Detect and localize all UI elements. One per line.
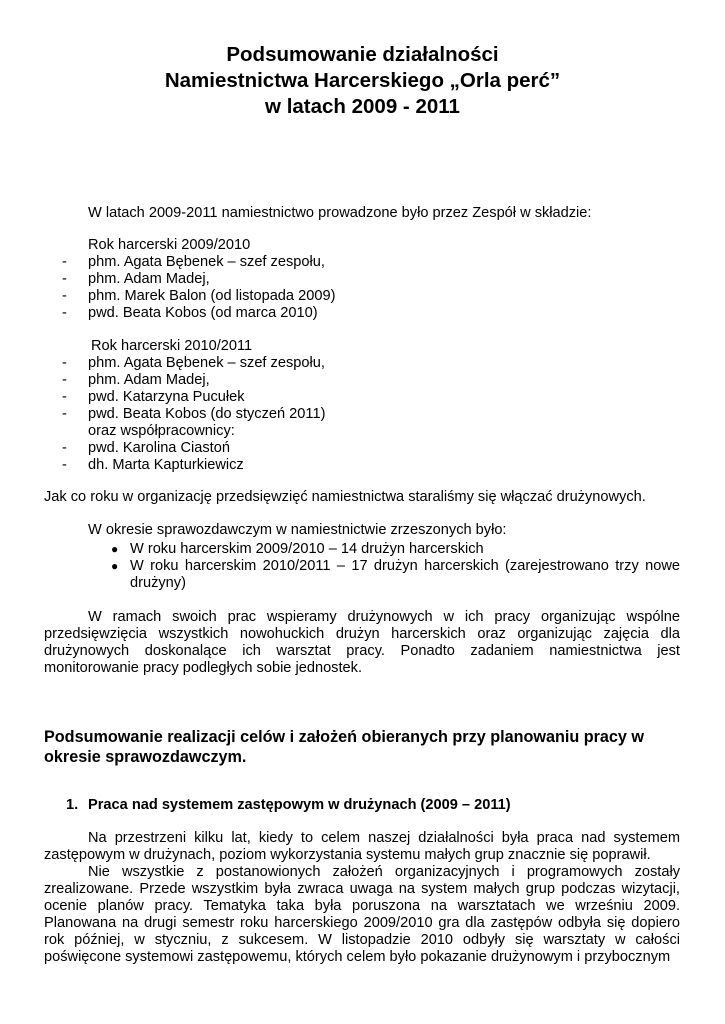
year1-member: phm. Adam Madej, <box>88 271 210 287</box>
list-dash: - <box>62 406 67 422</box>
bullet-item: W roku harcerskim 2010/2011 – 17 drużyn harcerskich (zarejestrowano trzy nowe drużyny) <box>130 558 680 591</box>
intro-text: W latach 2009-2011 namiestnictwo prowadzone było przez Zespół w składzie: <box>88 205 592 221</box>
bullet-item: W roku harcerskim 2009/2010 – 14 drużyn harcerskich <box>130 541 484 557</box>
list-dash: - <box>62 305 67 321</box>
list-dash: - <box>62 389 67 405</box>
section-heading: Podsumowanie realizacji celów i założeń obieranych przy planowaniu pracy w okresie sprawozdawczym. <box>44 728 645 766</box>
list-dash: - <box>62 440 67 456</box>
title-line-1: Podsumowanie działalności <box>226 43 499 66</box>
list-dash: - <box>62 457 67 473</box>
collaborator: dh. Marta Kapturkiewicz <box>88 457 244 473</box>
year1-member: phm. Marek Balon (od listopada 2009) <box>88 288 336 304</box>
year2-heading: Rok harcerski 2010/2011 <box>91 338 253 354</box>
list-dash: - <box>62 355 67 371</box>
subsection-heading <box>66 797 511 814</box>
year2-member: pwd. Beata Kobos (do styczeń 2011) <box>88 406 326 422</box>
bullet-dot: ● <box>111 559 119 573</box>
paragraph-a: Na przestrzeni kilku lat, kiedy to celem naszej działalności była praca nad systemem zastępowym w drużynach, poziom wykorzystania systemu małych grup znacznie się poprawił. <box>44 830 680 863</box>
year1-member: phm. Agata Bębenek – szef zespołu, <box>88 254 325 270</box>
paragraph-b: Nie wszystkie z postanowionych założeń organizacyjnych i programowych zostały zrealizowane. Przede wszystkim była zwraca uwaga na system małych grup podczas wizytacji, ocenie planów pracy. Tematyka taka była poruszona na warsztatach we wrześniu 2009. Planowana na drugi semestr roku harcerskiego 2009/2010 gra dla zastępów odbyła się dopiero rok później, w styczniu, z sukcesem. W listopadzie 2010 odbyły się warsztaty w całości poświęcone systemowi zastępowemu, których celem było pokazanie drużynowym i przybocznym <box>44 864 680 965</box>
title-line-3: w latach 2009 - 2011 <box>265 95 460 118</box>
title-line-2: Namiestnictwa Harcerskiego „Orla perć” <box>164 69 561 92</box>
organization-note: Jak co roku w organizację przedsięwzięć namiestnictwa staraliśmy się włączać drużynowych. <box>44 489 646 505</box>
collaborator: pwd. Karolina Ciastoń <box>88 440 230 456</box>
bullet-dot: ● <box>111 542 119 556</box>
year2-member: phm. Adam Madej, <box>88 372 210 388</box>
systems-paragraphs <box>44 830 680 966</box>
list-dash: - <box>62 254 67 270</box>
collaborators-label: oraz współpracownicy: <box>88 423 235 439</box>
year2-member: pwd. Katarzyna Pucułek <box>88 389 245 405</box>
support-paragraph-text: W ramach swoich prac wspieramy drużynowych w ich pracy organizując wspólne przedsięwzięcia wszystkich nowohuckich drużyn harcerskich oraz organizując zajęcia dla drużynowych doskonalące ich warsztat pracy. Ponadto zadaniem namiestnictwa jest monitorowanie pracy podległych sobie jednostek. <box>44 609 680 676</box>
support-paragraph <box>44 609 680 677</box>
list-dash: - <box>62 271 67 287</box>
year1-heading: Rok harcerski 2009/2010 <box>88 237 251 253</box>
subsection-title: Praca nad systemem zastępowym w drużynach (2009 – 2011) <box>88 797 511 813</box>
year1-member: pwd. Beata Kobos (od marca 2010) <box>88 305 318 321</box>
list-dash: - <box>62 372 67 388</box>
subsection-number: 1. <box>66 797 79 813</box>
year2-member: phm. Agata Bębenek – szef zespołu, <box>88 355 325 371</box>
list-dash: - <box>62 288 67 304</box>
period-intro: W okresie sprawozdawczym w namiestnictwie zrzeszonych było: <box>88 522 507 538</box>
document-title <box>0 42 725 120</box>
